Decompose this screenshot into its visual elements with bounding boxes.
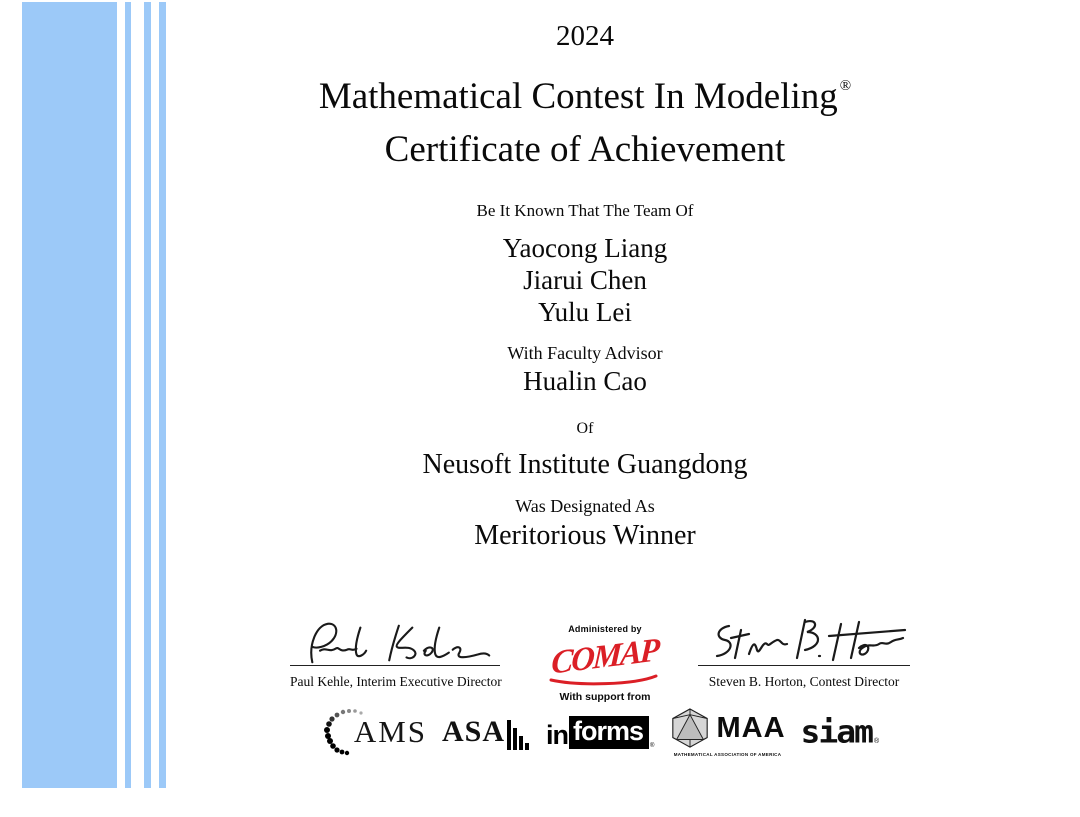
- steven-horton-signature-icon: [701, 614, 907, 668]
- contest-director-signature-block: [698, 614, 910, 690]
- advisor-intro-text: With Faculty Advisor: [507, 343, 663, 363]
- asa-bars-icon: [507, 716, 531, 752]
- maa-icosahedron-icon: [669, 708, 711, 750]
- comap-block: [540, 624, 670, 703]
- informs-logo-text-forms: forms: [573, 715, 644, 746]
- maa-logo-subtext: MATHEMATICAL ASSOCIATION OF AMERICA: [673, 751, 782, 757]
- contest-title-text: Mathematical Contest In Modeling: [318, 76, 838, 117]
- ams-logo-text: AMS: [353, 714, 428, 749]
- sponsor-logos-row: [110, 706, 1080, 758]
- maa-logo: [669, 708, 785, 757]
- comap-swoosh-icon: [548, 674, 660, 686]
- contest-director-caption: Steven B. Horton, Contest Director: [708, 674, 900, 689]
- siam-logo-text: siam: [800, 713, 872, 751]
- designation-intro-text: Was Designated As: [515, 496, 655, 516]
- signature-rule-left: [290, 665, 500, 666]
- comap-logo: [540, 632, 670, 686]
- team-member-1: Yaocong Liang: [502, 233, 668, 263]
- with-support-from-label: With support from: [559, 691, 651, 703]
- paul-kehle-signature-icon: [295, 618, 495, 668]
- ams-logo: [321, 708, 427, 756]
- certificate-subtitle: Certificate of Achievement: [384, 129, 786, 170]
- administered-by-label: Administered by: [568, 624, 642, 634]
- team-intro-text: Be It Known That The Team Of: [476, 201, 694, 220]
- team-member-3: Yulu Lei: [538, 297, 632, 327]
- of-label: Of: [576, 420, 594, 437]
- informs-registered-mark: ®: [650, 742, 655, 749]
- comap-logo-text: COMAP: [550, 632, 660, 682]
- executive-director-signature-block: [290, 618, 500, 690]
- siam-registered-mark: ®: [874, 737, 880, 745]
- contest-title: [90, 76, 1080, 119]
- designation-text: Meritorious Winner: [474, 520, 696, 551]
- signature-rule-right: [698, 665, 910, 666]
- informs-logo: [546, 716, 654, 749]
- advisor-name: Hualin Cao: [523, 366, 647, 396]
- maa-logo-top: [669, 708, 785, 750]
- informs-logo-box: [569, 716, 649, 749]
- asa-logo-text: ASA: [442, 715, 506, 748]
- executive-director-caption: Paul Kehle, Interim Executive Director: [290, 674, 502, 689]
- institution-name: Neusoft Institute Guangdong: [422, 449, 748, 480]
- contest-year: 2024: [556, 20, 614, 52]
- asa-logo: [442, 712, 531, 752]
- registered-trademark: ®: [839, 78, 852, 94]
- maa-logo-text: MAA: [716, 712, 786, 744]
- informs-logo-text-in: in: [546, 719, 569, 750]
- siam-logo: [800, 713, 880, 751]
- team-member-2: Jiarui Chen: [523, 265, 647, 295]
